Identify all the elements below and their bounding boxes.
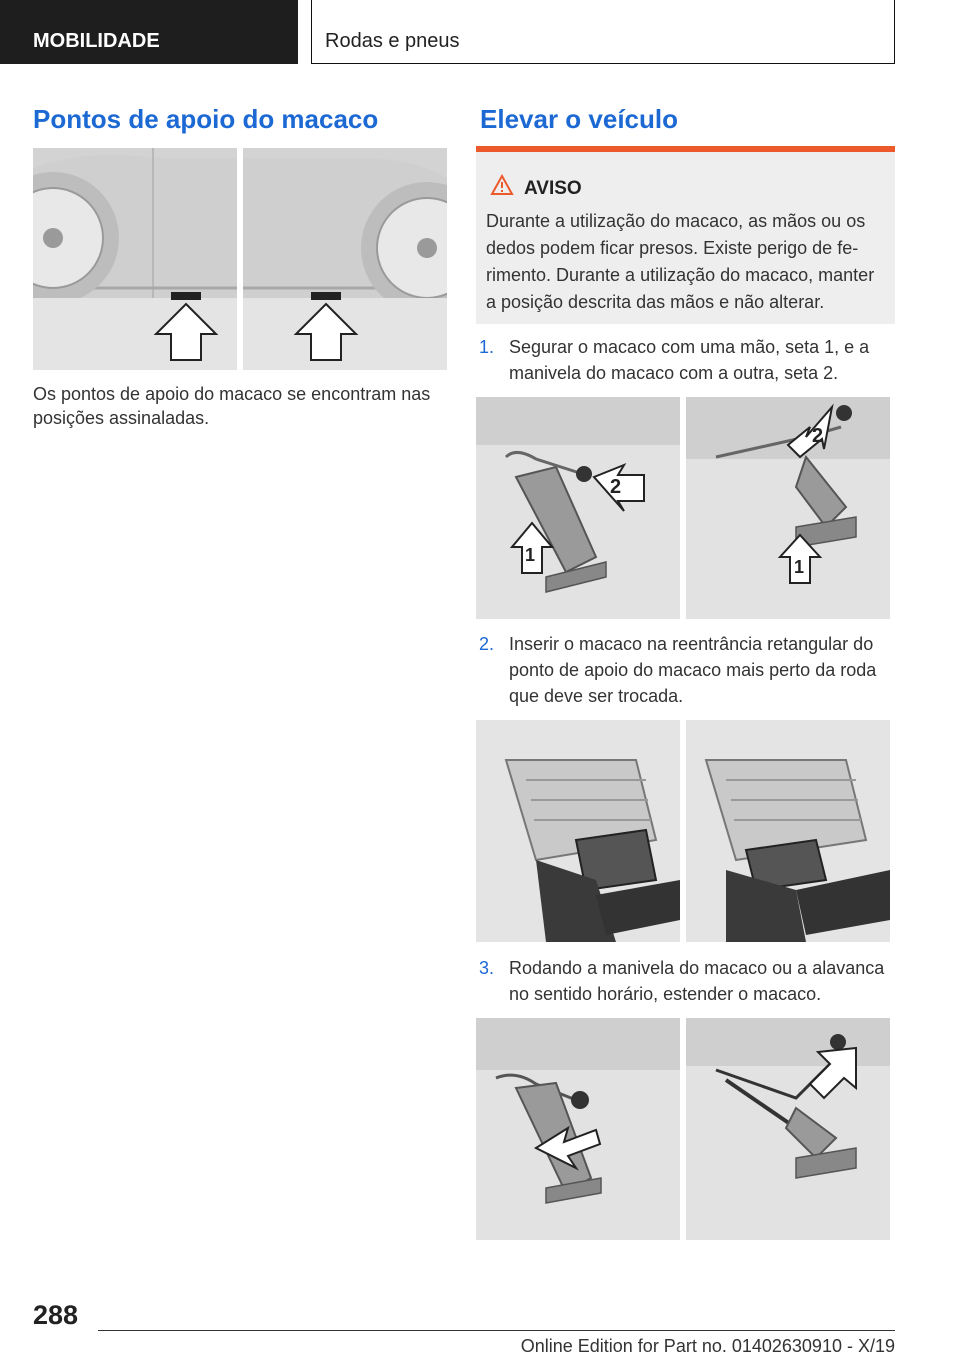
jack-insert-figure — [476, 720, 890, 942]
left-paragraph: Os pontos de apoio do macaco se encontram nas posições assinaladas. — [33, 384, 431, 428]
chapter-label: Rodas e pneus — [325, 30, 460, 52]
section-label: MOBILIDADE — [33, 30, 160, 52]
jack-holding-figure — [476, 397, 890, 619]
step-text: Inserir o macaco na reentrância retangular do ponto de apoio do macaco mais perto da roda que deve ser trocada. — [509, 634, 877, 706]
arrow-label: 1 — [794, 557, 805, 577]
jack-extend-figure — [476, 1018, 890, 1240]
step-text: Segurar o macaco com uma mão, seta 1, e a manivela do macaco com a outra, seta 2. — [509, 337, 870, 383]
arrow-label: 2 — [812, 425, 824, 447]
step-2 — [479, 631, 895, 711]
arrow-label: 1 — [525, 545, 536, 565]
warning-triangle-icon — [490, 174, 514, 196]
jack-points-figure — [33, 148, 447, 370]
step-number: 3. — [479, 958, 495, 978]
step-1 — [479, 334, 895, 388]
left-heading: Pontos de apoio do macaco — [33, 104, 379, 134]
warning-box — [476, 146, 895, 324]
step-number: 1. — [479, 337, 495, 357]
edition-text: Online Edition for Part no. 01402630910 - X/19 — [520, 1336, 895, 1356]
section-tab — [0, 0, 298, 64]
step-3 — [479, 955, 895, 1009]
step-number: 2. — [479, 634, 495, 654]
warning-title: AVISO — [524, 178, 582, 199]
footer-divider — [98, 1330, 895, 1331]
chapter-tab — [311, 0, 895, 64]
right-heading: Elevar o veículo — [480, 104, 678, 134]
page-number: 288 — [33, 1300, 79, 1330]
arrow-label: 2 — [610, 476, 622, 498]
warning-text: Durante a utilização do macaco, as mãos ou os dedos podem ficar presos. Existe perigo de ferimento. Durante a utilização do macaco, manter a posição descrita das mãos e não alterar. — [486, 211, 875, 312]
step-text: Rodando a manivela do macaco ou a alavanca no sentido horário, estender o macaco. — [509, 958, 885, 1004]
